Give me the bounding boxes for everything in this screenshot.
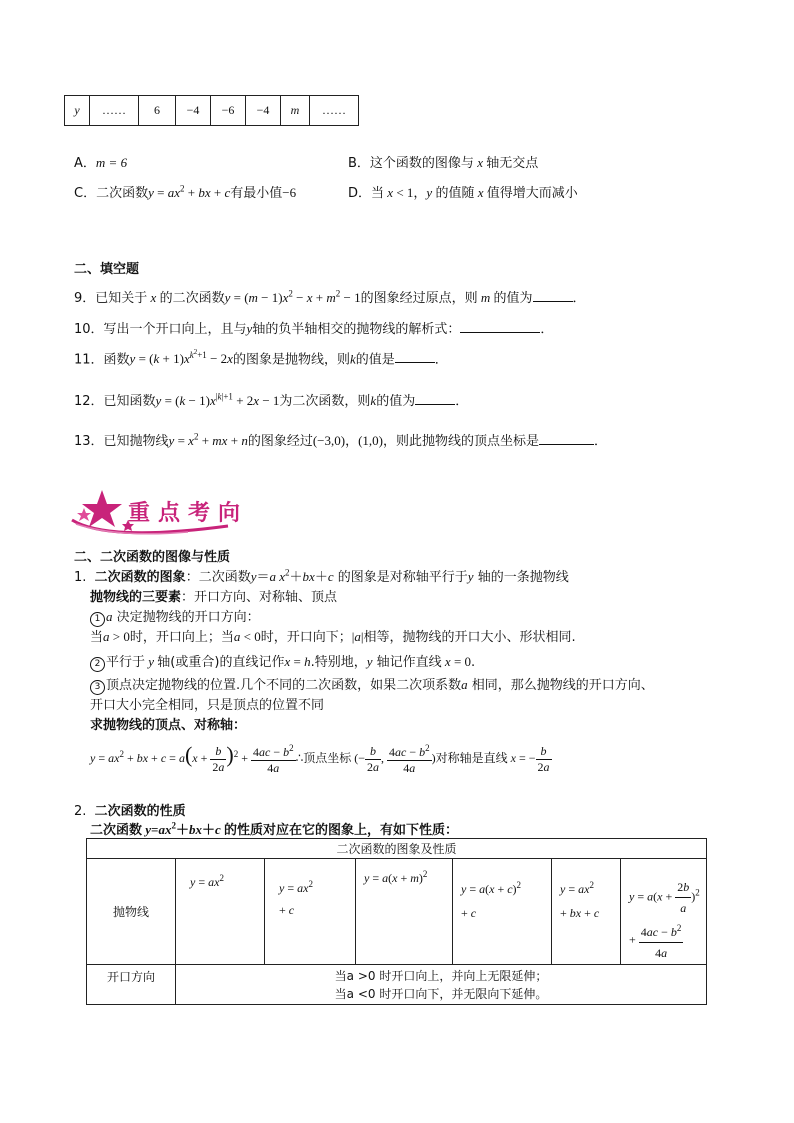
- value-cell: ……: [90, 96, 139, 126]
- row-label-opening: 开口方向: [87, 965, 176, 1005]
- value-cell: m: [281, 96, 310, 126]
- value-cell: ……: [310, 96, 359, 126]
- item-3b: 开口大小完全相同，只是顶点的位置不同: [90, 698, 325, 713]
- vertex-formula: $y = ax^2$ + bx + c = a(x + $\frac{b}{2a}$ )$^2$ + $\frac{4ac - b^2}{4a}$ ∴顶点坐标 (− $\frac{b}{2a}$ , $\frac{4ac - b^2}{4a}$ )对称轴是直线 x = − $\frac{b}{2a}$: [90, 742, 550, 775]
- section-heading-knowledge: 二、二次函数的图像与性质: [74, 550, 231, 565]
- opening-line-1: 当a >0 时开口向上，并向上无限延伸；: [334, 969, 548, 983]
- form-cell: $y = a(x + m)^2$: [356, 859, 453, 965]
- item-2: 2 平行于 y 轴(或重合)的直线记作x = h.特别地，y 轴记作直线 x = 0.: [90, 651, 475, 672]
- option-b: B．这个函数的图像与 x 轴无交点: [348, 155, 539, 171]
- banner-title: 重点考向: [128, 501, 249, 526]
- value-cell: −4: [246, 96, 281, 126]
- item-1b: 当a > 0时，开口向上；当a < 0时，开口向下；|a|相等，抛物线的开口大小、形状相同.: [90, 629, 576, 645]
- item-3: 3 顶点决定抛物线的位置.几个不同的二次函数，如果二次项系数a 相同，那么抛物线的开口方向、: [90, 674, 654, 695]
- table-title: 二次函数的图象及性质: [87, 839, 707, 859]
- item-1: 1 a 决定抛物线的开口方向：: [90, 606, 260, 627]
- three-elements: 抛物线的三要素：开口方向、对称轴、顶点: [90, 590, 338, 605]
- option-d: D．当 x < 1，y 的值随 x 值得增大而减小: [348, 185, 578, 201]
- row-label-parabola: 抛物线: [87, 859, 176, 965]
- point-2: 2. 二次函数的性质: [74, 804, 186, 819]
- point-1: 1. 二次函数的图象：二次函数y＝a $x^2+bx+c$ 的图象是对称轴平行于y 轴的一条抛物线: [74, 567, 569, 585]
- option-c: C．二次函数$y = ax^2$ + bx + c有最小值−6: [74, 183, 297, 201]
- question-13: 13．已知抛物线$y = x^2$ + mx + n的图象经过(−3,0)，(1,0)，则此抛物线的顶点坐标是 ．: [74, 431, 608, 449]
- value-cell: y: [65, 96, 90, 126]
- point-2-text: 二次函数 $y=ax^2+bx+c$ 的性质对应在它的图象上，有如下性质：: [90, 820, 459, 838]
- form-cell: $y = ax^2$ + bx + c: [552, 859, 621, 965]
- value-cell: 6: [139, 96, 176, 126]
- question-12: 12．已知函数$y = (k - 1)x^{|k|+1} + 2x - 1$为二次函数，则k的值为 ．: [74, 391, 469, 409]
- form-cell: y = a(x + $\frac{2b}{a}$ )$^2$ + $\frac{4ac - b^2}{4a}$: [621, 859, 707, 965]
- opening-line-2: 当a <0 时开口向下，并无限向下延伸。: [334, 987, 548, 1001]
- form-cell: $y = a(x + c)^2$ + c: [453, 859, 552, 965]
- properties-table: [86, 838, 707, 1005]
- value-cell: −4: [176, 96, 211, 126]
- question-10: 10．写出一个开口向上，且与y轴的负半轴相交的抛物线的解析式： ．: [74, 321, 554, 337]
- form-cell: $y = ax^2$ + c: [265, 859, 356, 965]
- option-a: A．m = 6: [74, 155, 128, 171]
- question-11: 11．函数$y = (k + 1)x^{k^2+1} - 2x$的图象是抛物线，则k的值是 ．: [74, 348, 448, 368]
- form-cell: $y = ax^2$: [176, 859, 265, 965]
- value-cell: −6: [211, 96, 246, 126]
- vertex-title: 求抛物线的顶点、对称轴：: [90, 718, 247, 733]
- opening-direction-cell: [176, 965, 707, 1005]
- section-heading-fill: 二、填空题: [74, 262, 140, 277]
- question-9: 9．已知关于 x 的二次函数$y = (m - 1)x^2 - x + m^2 - 1$的图象经过原点，则 m 的值为 ．: [74, 288, 586, 306]
- value-table: [64, 95, 359, 126]
